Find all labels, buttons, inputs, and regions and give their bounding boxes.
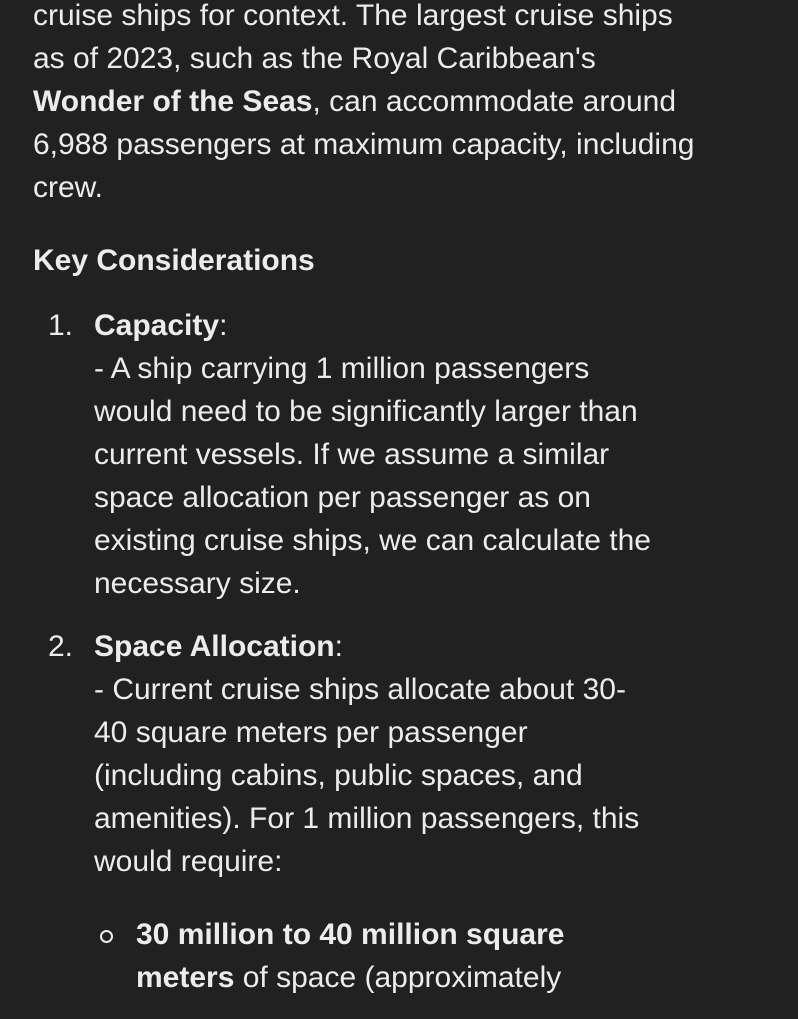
intro-paragraph [33,0,773,209]
list-item-capacity [33,304,773,605]
sub-bullet-item [94,913,773,999]
sub-bullet-list [94,913,773,999]
item-colon: : [219,309,228,342]
item-line: - A ship carrying 1 million passengers [94,352,590,385]
item-line: 40 square meters per passenger [94,716,528,749]
item-line: - Current cruise ships allocate about 30- [94,673,626,706]
intro-line-4: 6,988 passengers at maximum capacity, including [33,128,695,161]
item-line: would need to be significantly larger than [94,395,638,428]
item-title: Space Allocation [94,630,335,663]
item-title: Capacity [94,309,220,342]
item-line: existing cruise ships, we can calculate the [94,524,651,557]
item-line: current vessels. If we assume a similar [94,438,610,471]
ship-name: Wonder of the Seas [33,85,313,118]
sub-bullet-bold: meters [136,961,235,994]
section-heading: Key Considerations [33,244,315,277]
list-item-space-allocation [33,625,773,999]
chat-response [33,0,773,1019]
sub-bullet-text: of space (approximately [234,961,562,994]
item-number: 2. [48,630,74,663]
item-line: amenities). For 1 million passengers, this [94,802,640,835]
considerations-list [33,304,773,999]
intro-line-2: as of 2023, such as the Royal Caribbean's [33,42,596,75]
hollow-circle-bullet-icon [100,930,113,943]
item-line: space allocation per passenger as on [94,481,591,514]
sub-bullet-bold: 30 million to 40 million square [136,918,565,951]
item-line: necessary size. [94,567,301,600]
item-line: (including cabins, public spaces, and [94,759,583,792]
item-colon: : [334,630,343,663]
item-number: 1. [48,309,74,342]
intro-line-5: crew. [33,171,104,204]
item-line: would require: [94,845,283,878]
intro-line-3: , can accommodate around [312,85,677,118]
intro-line-1: cruise ships for context. The largest cruise ships [33,0,673,32]
